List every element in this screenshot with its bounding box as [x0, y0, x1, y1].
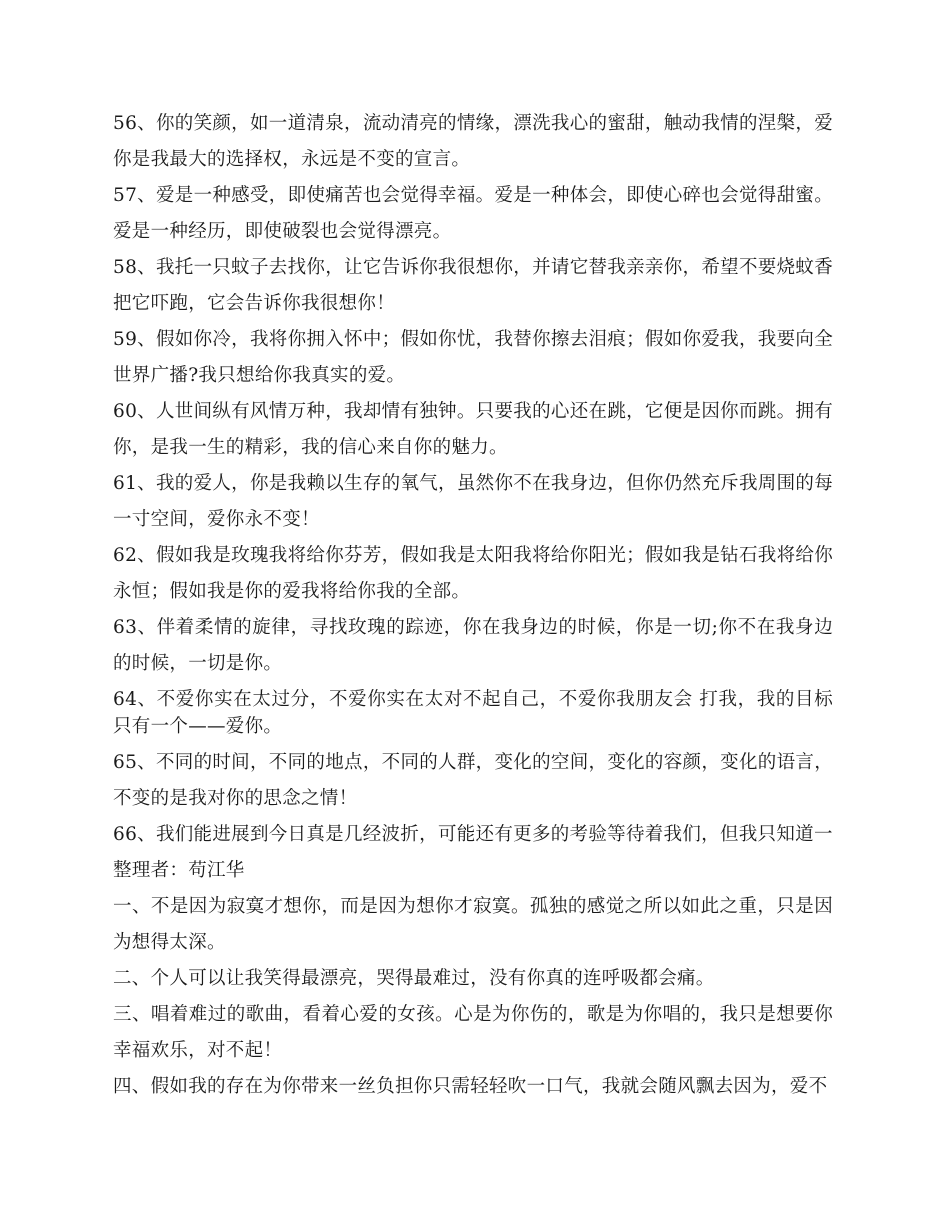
paragraph-64: 64、不爱你实在太过分，不爱你实在太对不起自己，不爱你我朋友会 打我，我的目标只有一个——爱你。 [113, 689, 833, 737]
paragraph-three: 三、唱着难过的歌曲，看着心爱的女孩。心是为你伤的，歌是为你唱的，我只是想要你幸福欢乐，对不起！ [113, 1004, 833, 1061]
paragraph-57: 57、爱是一种感受，即使痛苦也会觉得幸福。爱是一种体会，即使心碎也会觉得甜蜜。爱是一种经历，即使破裂也会觉得漂亮。 [113, 185, 833, 242]
paragraph-61: 61、我的爱人，你是我赖以生存的氧气，虽然你不在我身边，但你仍然充斥我周围的每一寸空间，爱你永不变！ [113, 473, 833, 530]
paragraph-one: 一、不是因为寂寞才想你，而是因为想你才寂寞。孤独的感觉之所以如此之重，只是因为想得太深。 [113, 896, 833, 953]
paragraph-56: 56、你的笑颜，如一道清泉，流动清亮的情缘，漂洗我心的蜜甜，触动我情的涅槃，爱你是我最大的选择权，永远是不变的宣言。 [113, 113, 833, 170]
paragraph-two: 二、个人可以让我笑得最漂亮，哭得最难过，没有你真的连呼吸都会痛。 [113, 968, 715, 989]
paragraph-four: 四、假如我的存在为你带来一丝负担你只需轻轻吹一口气，我就会随风飘去因为，爱不 [113, 1076, 828, 1097]
paragraph-62: 62、假如我是玫瑰我将给你芬芳，假如我是太阳我将给你阳光；假如我是钻石我将给你永恒；假如我是你的爱我将给你我的全部。 [113, 545, 833, 602]
paragraph-65: 65、不同的时间，不同的地点，不同的人群，变化的空间，变化的容颜，变化的语言，不变的是我对你的思念之情！ [113, 752, 833, 809]
paragraph-58: 58、我托一只蚊子去找你，让它告诉你我很想你，并请它替我亲亲你，希望不要烧蚊香把它吓跑，它会告诉你我很想你！ [113, 257, 833, 314]
paragraph-59: 59、假如你冷，我将你拥入怀中；假如你忧，我替你擦去泪痕；假如你爱我，我要向全世界广播?我只想给你我真实的爱。 [113, 329, 833, 386]
compiler-credit: 整理者：苟江华 [113, 860, 245, 881]
document-body [113, 106, 833, 1105]
paragraph-63: 63、伴着柔情的旋律，寻找玫瑰的踪迹，你在我身边的时候，你是一切;你不在我身边的时候，一切是你。 [113, 617, 833, 674]
paragraph-66: 66、我们能进展到今日真是几经波折，可能还有更多的考验等待着我们，但我只知道一 [113, 824, 833, 845]
paragraph-60: 60、人世间纵有风情万种，我却情有独钟。只要我的心还在跳，它便是因你而跳。拥有你，是我一生的精彩，我的信心来自你的魅力。 [113, 401, 833, 458]
